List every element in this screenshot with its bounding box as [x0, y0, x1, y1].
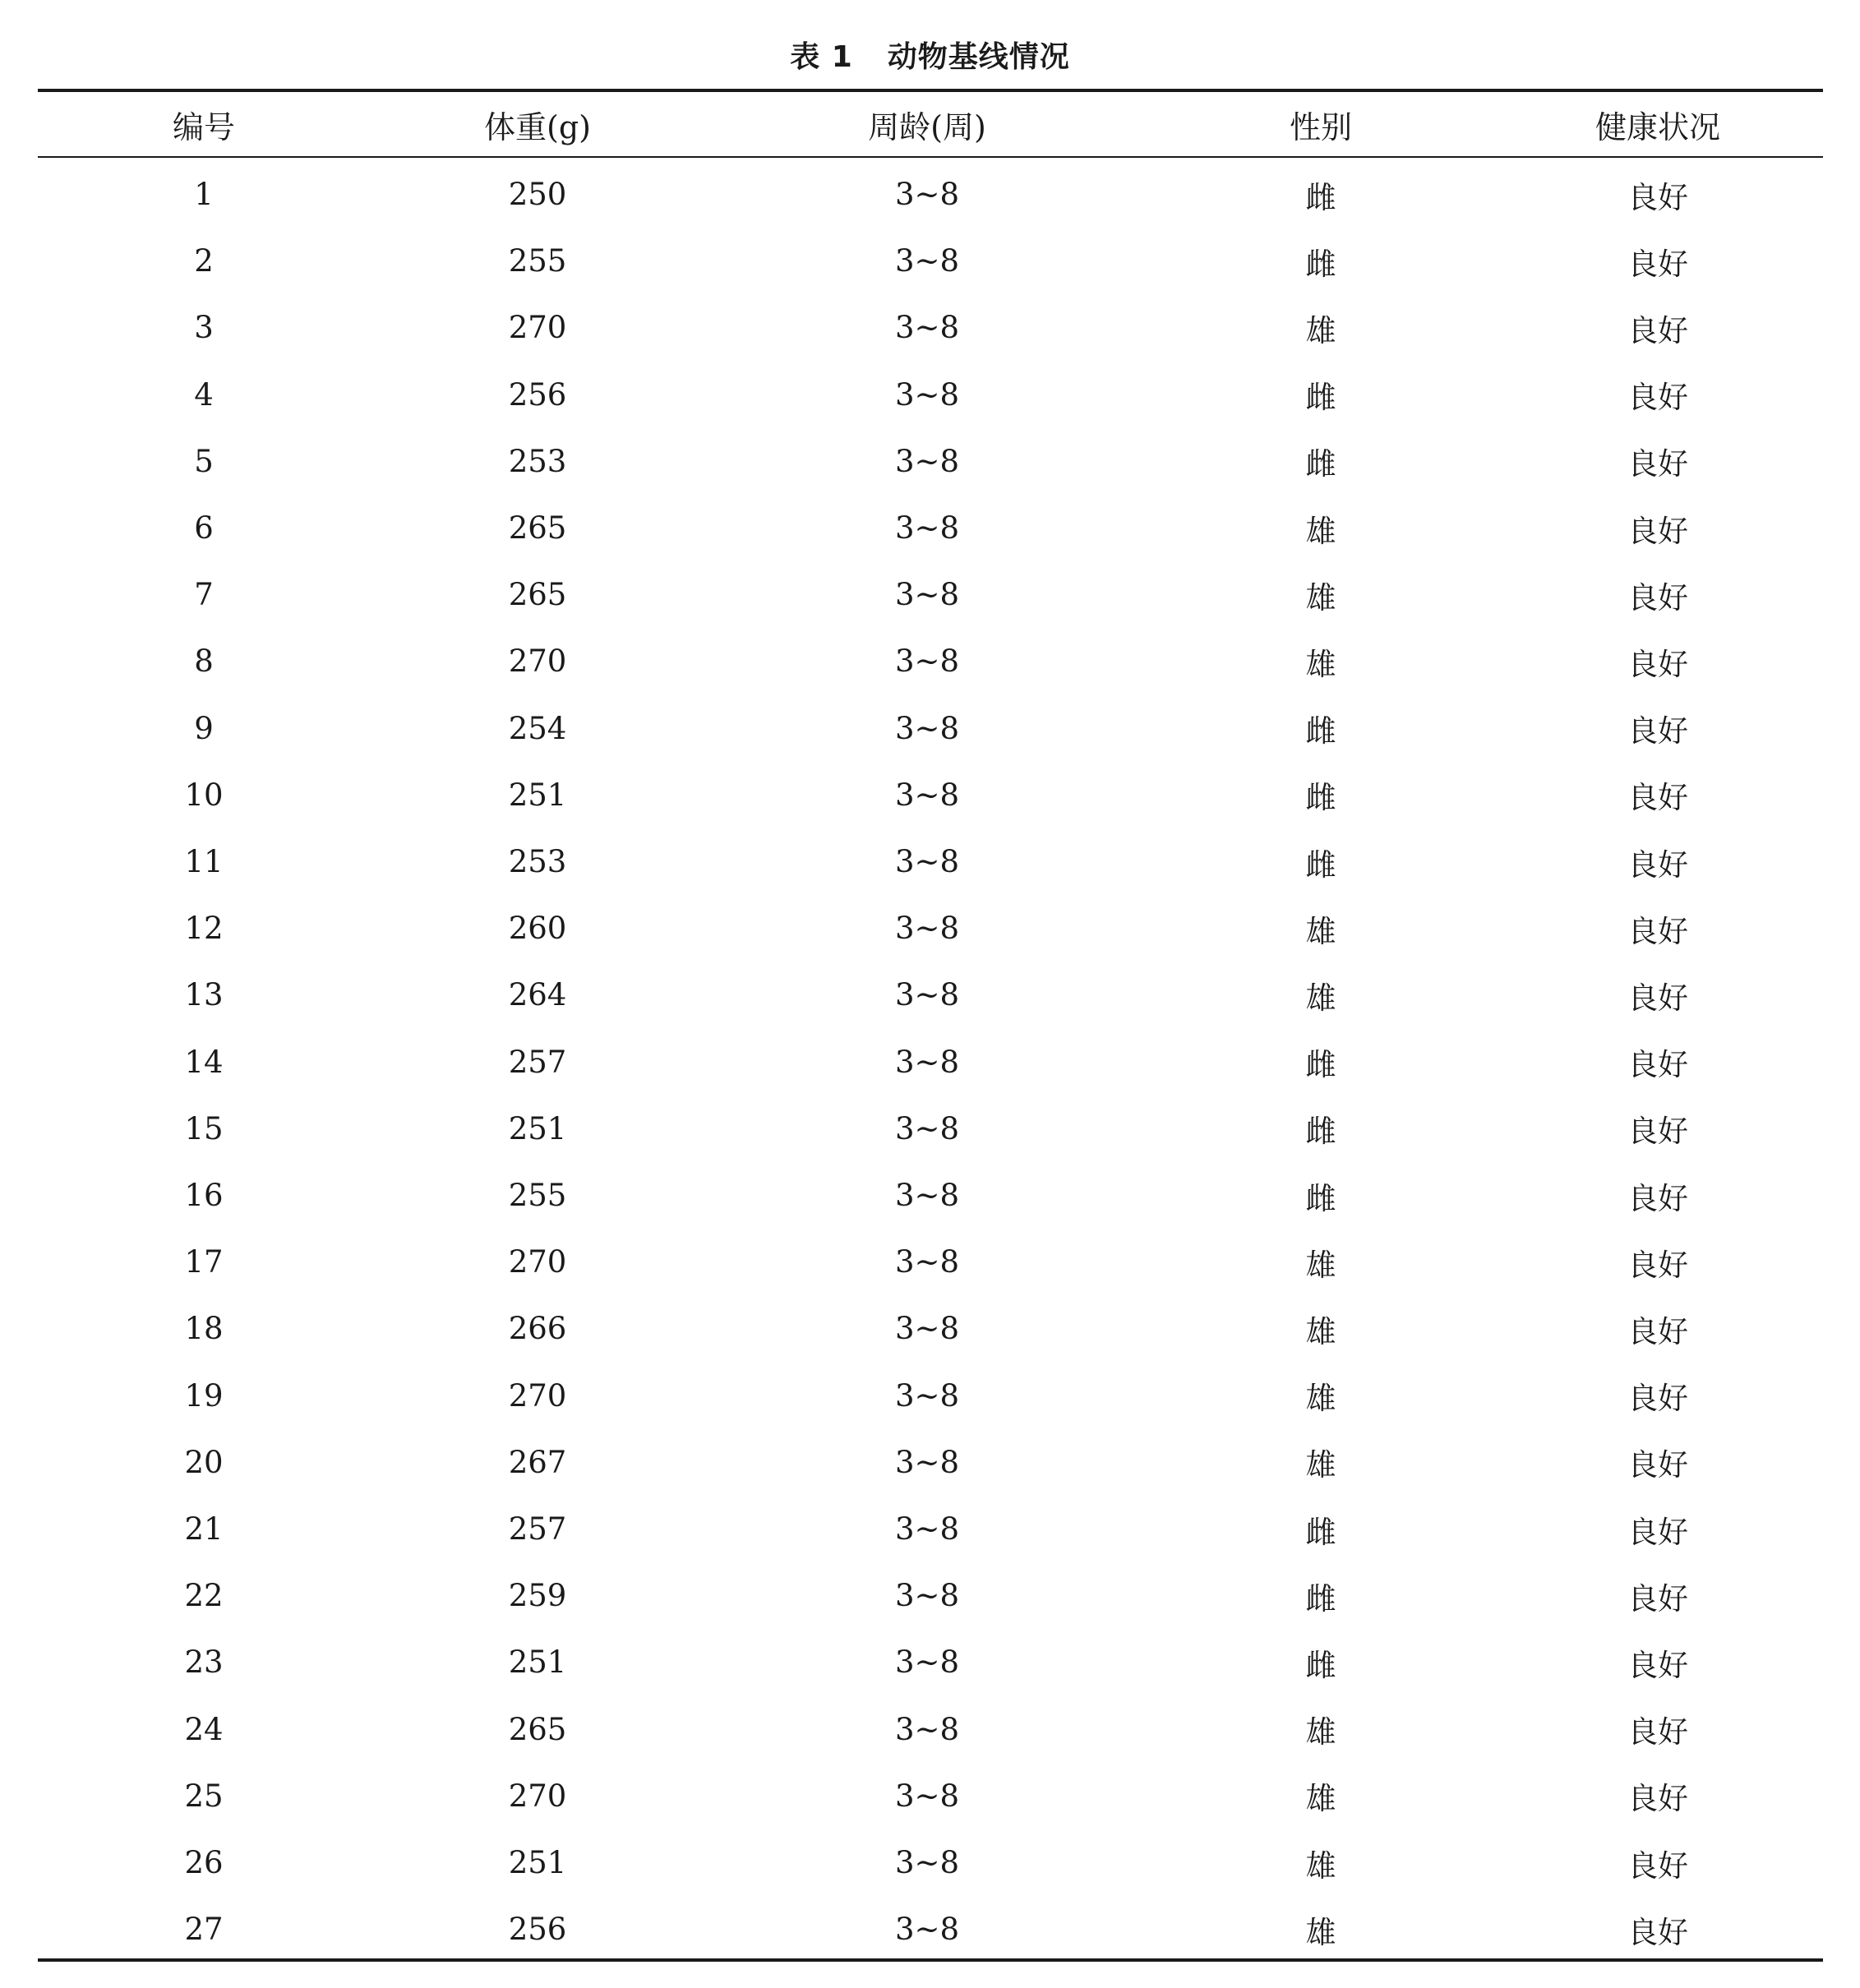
cell-health: 良好	[1627, 179, 1688, 215]
cell-age: 3~8	[894, 1711, 960, 1747]
table-row	[38, 228, 1823, 294]
table-row	[38, 161, 1823, 228]
cell-id: 13	[184, 977, 224, 1013]
table-row	[38, 1562, 1823, 1629]
table-top-rule	[38, 89, 1823, 92]
table-caption	[0, 31, 1860, 77]
cell-id: 27	[184, 1912, 224, 1948]
cell-sex: 雄	[1305, 913, 1336, 949]
cell-id: 12	[184, 911, 224, 947]
cell-health: 良好	[1627, 380, 1688, 416]
table-row	[38, 1162, 1823, 1229]
cell-health: 良好	[1627, 1447, 1688, 1483]
table-row	[38, 561, 1823, 628]
table-row	[38, 1095, 1823, 1162]
table-row	[38, 628, 1823, 694]
cell-age: 3~8	[894, 1912, 960, 1948]
cell-age: 3~8	[894, 977, 960, 1013]
cell-weight: 255	[508, 1178, 567, 1214]
cell-sex: 雌	[1305, 246, 1336, 282]
cell-weight: 254	[508, 710, 567, 746]
cell-health: 良好	[1627, 1714, 1688, 1750]
cell-id: 22	[184, 1578, 224, 1614]
cell-weight: 250	[508, 177, 567, 213]
cell-sex: 雄	[1305, 513, 1336, 549]
cell-age: 3~8	[894, 310, 960, 346]
cell-weight: 257	[508, 1044, 567, 1080]
cell-weight: 260	[508, 911, 567, 947]
table-row	[38, 1229, 1823, 1295]
cell-age: 3~8	[894, 1511, 960, 1548]
cell-sex: 雌	[1305, 846, 1336, 883]
cell-id: 23	[184, 1644, 224, 1681]
cell-health: 良好	[1627, 246, 1688, 282]
cell-weight: 253	[508, 443, 567, 479]
table-row	[38, 895, 1823, 962]
cell-health: 良好	[1627, 1781, 1688, 1817]
cell-weight: 265	[508, 510, 567, 547]
cell-id: 3	[194, 310, 214, 346]
cell-id: 14	[184, 1044, 224, 1080]
table-caption-title: 动物基线情况	[887, 39, 1070, 74]
header-sex: 性别	[1289, 108, 1352, 145]
cell-sex: 雄	[1305, 646, 1336, 682]
table-row	[38, 294, 1823, 361]
cell-id: 8	[194, 643, 214, 680]
cell-id: 25	[184, 1778, 224, 1814]
table-row	[38, 1629, 1823, 1695]
cell-sex: 雄	[1305, 1381, 1336, 1417]
table-row	[38, 362, 1823, 428]
table-caption-label: 表 1	[790, 39, 853, 74]
cell-weight: 256	[508, 376, 567, 413]
cell-weight: 265	[508, 1711, 567, 1747]
cell-sex: 雄	[1305, 1247, 1336, 1283]
cell-age: 3~8	[894, 577, 960, 613]
header-id: 编号	[172, 108, 235, 145]
cell-age: 3~8	[894, 443, 960, 479]
cell-health: 良好	[1627, 913, 1688, 949]
cell-id: 6	[194, 510, 214, 547]
cell-age: 3~8	[894, 1845, 960, 1881]
cell-health: 良好	[1627, 1114, 1688, 1150]
cell-id: 10	[184, 777, 224, 813]
table-row	[38, 495, 1823, 561]
table-row	[38, 762, 1823, 828]
cell-sex: 雌	[1305, 179, 1336, 215]
cell-sex: 雌	[1305, 1114, 1336, 1150]
cell-sex: 雄	[1305, 1714, 1336, 1750]
cell-id: 16	[184, 1178, 224, 1214]
cell-health: 良好	[1627, 1914, 1688, 1950]
cell-health: 良好	[1627, 1180, 1688, 1216]
cell-sex: 雄	[1305, 980, 1336, 1016]
cell-weight: 251	[508, 777, 567, 813]
cell-age: 3~8	[894, 1110, 960, 1146]
cell-weight: 255	[508, 243, 567, 279]
cell-age: 3~8	[894, 1377, 960, 1414]
cell-id: 2	[194, 243, 214, 279]
cell-age: 3~8	[894, 177, 960, 213]
cell-sex: 雄	[1305, 1313, 1336, 1349]
cell-age: 3~8	[894, 1044, 960, 1080]
table-row	[38, 828, 1823, 895]
table-row	[38, 962, 1823, 1028]
cell-health: 良好	[1627, 1647, 1688, 1683]
cell-weight: 270	[508, 1778, 567, 1814]
cell-weight: 270	[508, 643, 567, 680]
cell-age: 3~8	[894, 376, 960, 413]
table-row	[38, 1429, 1823, 1496]
cell-weight: 251	[508, 1644, 567, 1681]
cell-id: 26	[184, 1845, 224, 1881]
cell-age: 3~8	[894, 1244, 960, 1280]
cell-weight: 266	[508, 1311, 567, 1347]
cell-id: 17	[184, 1244, 224, 1280]
cell-age: 3~8	[894, 1778, 960, 1814]
cell-age: 3~8	[894, 1178, 960, 1214]
cell-sex: 雌	[1305, 1514, 1336, 1550]
cell-id: 11	[184, 844, 224, 880]
table-row	[38, 1829, 1823, 1896]
cell-id: 21	[184, 1511, 224, 1548]
table-header-rule	[38, 156, 1823, 158]
cell-health: 良好	[1627, 646, 1688, 682]
table-row	[38, 1763, 1823, 1829]
cell-age: 3~8	[894, 844, 960, 880]
cell-id: 19	[184, 1377, 224, 1414]
cell-health: 良好	[1627, 579, 1688, 616]
cell-age: 3~8	[894, 911, 960, 947]
cell-id: 9	[194, 710, 214, 746]
table-row	[38, 428, 1823, 495]
cell-health: 良好	[1627, 1514, 1688, 1550]
cell-id: 4	[194, 376, 214, 413]
cell-sex: 雄	[1305, 1447, 1336, 1483]
cell-weight: 265	[508, 577, 567, 613]
cell-weight: 270	[508, 310, 567, 346]
cell-age: 3~8	[894, 1644, 960, 1681]
cell-health: 良好	[1627, 1381, 1688, 1417]
cell-health: 良好	[1627, 1313, 1688, 1349]
cell-sex: 雌	[1305, 713, 1336, 750]
cell-health: 良好	[1627, 980, 1688, 1016]
cell-age: 3~8	[894, 1444, 960, 1480]
cell-sex: 雄	[1305, 579, 1336, 616]
cell-health: 良好	[1627, 846, 1688, 883]
cell-health: 良好	[1627, 1847, 1688, 1884]
cell-weight: 264	[508, 977, 567, 1013]
cell-sex: 雌	[1305, 1047, 1336, 1083]
cell-health: 良好	[1627, 1047, 1688, 1083]
table-bottom-rule	[38, 1958, 1823, 1962]
cell-weight: 256	[508, 1912, 567, 1948]
cell-id: 15	[184, 1110, 224, 1146]
cell-age: 3~8	[894, 510, 960, 547]
cell-health: 良好	[1627, 513, 1688, 549]
cell-weight: 267	[508, 1444, 567, 1480]
table-row	[38, 695, 1823, 762]
table-row	[38, 1029, 1823, 1095]
cell-weight: 251	[508, 1845, 567, 1881]
table-row	[38, 1363, 1823, 1429]
cell-sex: 雌	[1305, 1180, 1336, 1216]
cell-age: 3~8	[894, 710, 960, 746]
cell-sex: 雄	[1305, 1781, 1336, 1817]
header-weight: 体重(g)	[484, 108, 591, 145]
cell-weight: 259	[508, 1578, 567, 1614]
table-row	[38, 1496, 1823, 1562]
cell-weight: 270	[508, 1244, 567, 1280]
cell-id: 7	[194, 577, 214, 613]
cell-health: 良好	[1627, 312, 1688, 348]
table-header-row	[38, 94, 1823, 155]
cell-weight: 257	[508, 1511, 567, 1548]
cell-weight: 270	[508, 1377, 567, 1414]
cell-sex: 雌	[1305, 380, 1336, 416]
cell-age: 3~8	[894, 1311, 960, 1347]
cell-id: 18	[184, 1311, 224, 1347]
cell-sex: 雄	[1305, 1914, 1336, 1950]
table-row	[38, 1696, 1823, 1763]
cell-weight: 251	[508, 1110, 567, 1146]
table-row	[38, 1896, 1823, 1963]
cell-health: 良好	[1627, 1247, 1688, 1283]
header-health: 健康状况	[1595, 108, 1720, 145]
cell-id: 20	[184, 1444, 224, 1480]
cell-health: 良好	[1627, 1580, 1688, 1617]
cell-sex: 雌	[1305, 446, 1336, 482]
cell-age: 3~8	[894, 243, 960, 279]
cell-age: 3~8	[894, 1578, 960, 1614]
cell-id: 24	[184, 1711, 224, 1747]
cell-age: 3~8	[894, 643, 960, 680]
cell-sex: 雌	[1305, 1647, 1336, 1683]
header-age: 周龄(周)	[868, 108, 986, 145]
cell-sex: 雌	[1305, 1580, 1336, 1617]
cell-health: 良好	[1627, 446, 1688, 482]
cell-age: 3~8	[894, 777, 960, 813]
cell-health: 良好	[1627, 713, 1688, 750]
cell-sex: 雄	[1305, 312, 1336, 348]
cell-id: 5	[194, 443, 214, 479]
cell-id: 1	[194, 177, 214, 213]
cell-weight: 253	[508, 844, 567, 880]
cell-sex: 雄	[1305, 1847, 1336, 1884]
cell-sex: 雌	[1305, 780, 1336, 816]
cell-health: 良好	[1627, 780, 1688, 816]
table-row	[38, 1295, 1823, 1362]
